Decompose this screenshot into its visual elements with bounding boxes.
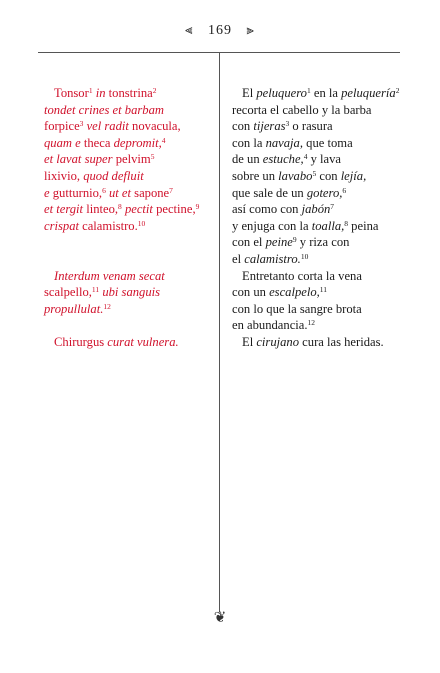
- text-span: así como con: [232, 202, 302, 217]
- text-line: [232, 234, 404, 251]
- text-span: el: [232, 251, 245, 266]
- text-span: tondet crines et barbam: [44, 102, 164, 117]
- footnote-marker: 1: [306, 86, 311, 95]
- text-span: estuche,: [262, 152, 304, 167]
- text-span: peina: [348, 218, 379, 233]
- text-span: gotero,: [306, 185, 343, 200]
- footnote-marker: 8: [118, 202, 122, 212]
- text-span: y riza con: [296, 235, 350, 250]
- right-ornament-icon: ⫸: [246, 22, 255, 37]
- text-span: tijeras: [253, 119, 286, 134]
- text-line: [44, 218, 216, 235]
- text-line: [44, 135, 216, 152]
- text-span: que sale de un: [232, 185, 307, 200]
- text-line: [232, 218, 404, 235]
- text-span: con: [232, 119, 254, 134]
- text-span: calamistro.: [244, 251, 301, 266]
- footnote-marker: 10: [137, 218, 146, 228]
- footnote-marker: 3: [79, 119, 84, 129]
- text-line: [232, 301, 404, 318]
- text-line: [44, 151, 216, 168]
- footnote-marker: 5: [312, 168, 317, 178]
- text-span: El: [242, 86, 257, 100]
- text-line: [44, 284, 216, 301]
- text-span: lejía,: [340, 168, 367, 183]
- text-span: depromit,: [113, 135, 162, 150]
- column-divider: [219, 52, 220, 612]
- footnote-marker: 4: [161, 135, 166, 145]
- text-span: theca: [80, 135, 114, 150]
- text-span: de un: [232, 152, 263, 167]
- text-line: [44, 85, 216, 102]
- text-span: quam e: [44, 135, 81, 150]
- text-span: crispat: [44, 218, 79, 233]
- text-span: sobre un: [232, 168, 279, 183]
- text-span: en la: [310, 86, 342, 100]
- text-span: ut et: [108, 185, 132, 200]
- text-span: vel radit: [86, 119, 129, 134]
- text-span: con: [316, 168, 341, 183]
- text-line: [232, 135, 404, 152]
- text-span: tonstrina: [105, 86, 153, 100]
- blank-line: [44, 317, 216, 334]
- page-header: [0, 22, 440, 39]
- text-line: [44, 118, 216, 135]
- text-span: peluquero: [256, 86, 307, 100]
- text-span: pectit: [124, 202, 153, 217]
- text-span: escalpelo,: [269, 285, 320, 300]
- footnote-marker: 5: [150, 152, 155, 162]
- text-span: y enjuga con la: [232, 218, 312, 233]
- blank-line: [44, 251, 216, 268]
- footnote-marker: 11: [91, 285, 100, 295]
- text-line: [232, 151, 404, 168]
- text-span: Chirurgus: [54, 334, 108, 349]
- footer-ornament-icon: ❦: [213, 610, 227, 626]
- text-span: pectine,: [152, 202, 196, 217]
- text-span: cirujano: [256, 334, 300, 349]
- text-span: in: [95, 86, 106, 100]
- text-span: linteo,: [83, 202, 119, 217]
- spanish-column: [232, 85, 404, 351]
- text-span: calamistro.: [78, 218, 138, 233]
- text-span: ubi sanguis: [102, 285, 161, 300]
- text-span: Entretanto corta la vena: [242, 268, 362, 283]
- text-line: [232, 85, 404, 102]
- footnote-marker: 6: [342, 185, 347, 195]
- footnote-marker: 7: [169, 185, 173, 195]
- text-line: [232, 334, 404, 351]
- text-line: [232, 102, 404, 119]
- blank-line: [44, 234, 216, 251]
- text-span: propullulat.: [44, 301, 104, 316]
- text-line: [44, 168, 216, 185]
- text-span: con lo que la sangre brota: [232, 301, 362, 316]
- text-line: [232, 201, 404, 218]
- footnote-marker: 2: [395, 86, 400, 95]
- text-line: [44, 201, 216, 218]
- latin-column: [44, 85, 216, 351]
- text-span: toalla,: [311, 218, 345, 233]
- text-span: et tergit: [44, 202, 84, 217]
- text-span: El: [242, 334, 257, 349]
- footnote-marker: 4: [303, 152, 308, 162]
- text-line: [44, 102, 216, 119]
- text-span: con un: [232, 285, 270, 300]
- left-ornament-icon: ⫷: [185, 22, 194, 37]
- text-span: scalpello,: [44, 285, 92, 300]
- text-span: lixivio,: [44, 168, 84, 183]
- footnote-marker: 7: [330, 202, 335, 212]
- text-line: [232, 317, 404, 334]
- text-span: curat vulnera.: [107, 334, 179, 349]
- text-line: [44, 334, 216, 351]
- text-line: [232, 251, 404, 268]
- text-span: peine: [265, 235, 293, 250]
- footnote-marker: 6: [102, 185, 106, 195]
- text-line: [232, 118, 404, 135]
- text-span: forpice: [44, 119, 80, 134]
- text-span: navaja,: [265, 135, 304, 150]
- footnote-marker: 8: [344, 218, 349, 228]
- text-span: o rasura: [289, 119, 333, 134]
- footnote-marker: 9: [195, 202, 200, 212]
- footnote-marker: 1: [88, 86, 93, 95]
- text-span: e: [44, 185, 50, 200]
- text-span: en abundancia.: [232, 318, 308, 333]
- footnote-marker: 11: [319, 285, 328, 295]
- text-span: gutturnio,: [49, 185, 103, 200]
- text-span: peluquería: [341, 86, 396, 100]
- text-span: Tonsor: [54, 86, 89, 100]
- text-span: jabón: [301, 202, 331, 217]
- text-span: et lavat super: [44, 152, 113, 167]
- text-line: [232, 284, 404, 301]
- text-line: [232, 185, 404, 202]
- text-span: sapone: [131, 185, 170, 200]
- text-span: Interdum venam secat: [54, 268, 165, 283]
- text-span: y lava: [307, 152, 342, 167]
- text-span: que toma: [303, 135, 353, 150]
- footnote-marker: 12: [307, 318, 316, 328]
- text-span: novacula,: [128, 119, 181, 134]
- footnote-marker: 10: [300, 251, 309, 261]
- page-number: 169: [208, 23, 232, 38]
- text-span: cura las heridas.: [299, 334, 384, 349]
- text-span: quod defluit: [83, 168, 144, 183]
- text-line: [44, 268, 216, 285]
- footnote-marker: 12: [103, 301, 111, 311]
- text-span: con el: [232, 235, 266, 250]
- text-span: lavabo: [278, 168, 313, 183]
- footnote-marker: 2: [152, 86, 157, 95]
- text-line: [44, 301, 216, 318]
- text-line: [232, 168, 404, 185]
- footnote-marker: 3: [285, 119, 290, 129]
- text-span: pelvim: [112, 152, 151, 167]
- text-span: recorta el cabello y la barba: [232, 102, 372, 117]
- text-line: [44, 185, 216, 202]
- text-span: con la: [232, 135, 266, 150]
- text-line: [232, 268, 404, 285]
- footnote-marker: 9: [292, 235, 297, 245]
